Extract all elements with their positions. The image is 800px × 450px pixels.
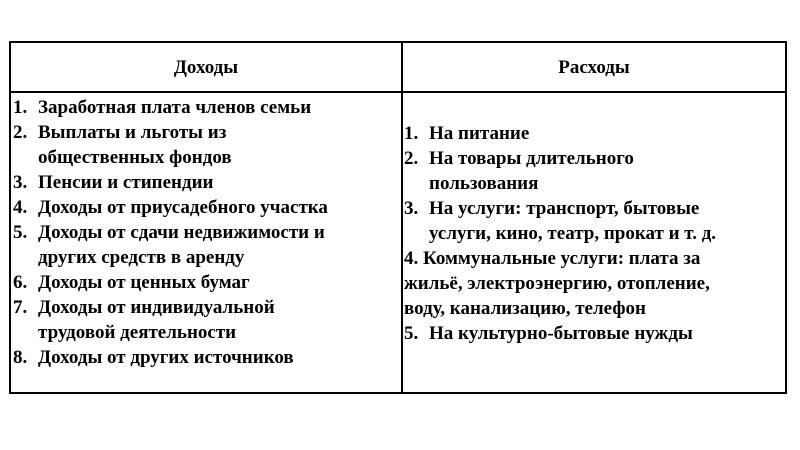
expense-item xyxy=(404,121,784,146)
expense-item-number: 2. xyxy=(404,148,419,169)
income-item xyxy=(13,195,401,220)
expense-item-text: воду, канализацию, телефон xyxy=(404,298,646,319)
income-expense-table xyxy=(9,41,787,394)
income-item xyxy=(13,120,401,170)
expense-item-number: 5. xyxy=(404,323,419,344)
income-item xyxy=(13,295,401,345)
income-item-text: Доходы от индивидуальной xyxy=(38,297,275,318)
income-item-number: 1. xyxy=(13,97,28,118)
income-item-text: общественных фондов xyxy=(38,147,232,168)
income-column-header: Доходы xyxy=(173,57,239,78)
expense-item-text: услуги, кино, театр, прокат и т. д. xyxy=(429,223,717,244)
expense-item-text: жильё, электроэнергию, отопление, xyxy=(404,273,710,294)
income-item-text: Пенсии и стипендии xyxy=(38,172,214,193)
income-item-text: Доходы от ценных бумаг xyxy=(38,272,250,293)
income-item-number: 7. xyxy=(13,297,28,318)
expense-item-text: На культурно-бытовые нужды xyxy=(429,323,693,344)
expense-list xyxy=(404,121,784,346)
expense-item-number: 3. xyxy=(404,198,419,219)
expense-item-text: На услуги: транспорт, бытовые xyxy=(429,198,700,219)
income-item-number: 5. xyxy=(13,222,28,243)
income-item xyxy=(13,95,401,120)
expense-item-text: На питание xyxy=(429,123,530,144)
expense-item xyxy=(404,321,784,346)
income-list xyxy=(13,95,401,370)
income-item-number: 2. xyxy=(13,122,28,143)
expense-item xyxy=(404,146,784,196)
expense-item-text: Коммунальные услуги: плата за xyxy=(423,248,701,269)
income-item-text: трудовой деятельности xyxy=(38,322,237,343)
income-item-text: Заработная плата членов семьи xyxy=(38,97,312,118)
income-item-text: Доходы от других источников xyxy=(38,347,294,368)
income-item-number: 8. xyxy=(13,347,28,368)
income-item-number: 3. xyxy=(13,172,28,193)
column-divider xyxy=(401,43,403,392)
expense-item xyxy=(404,196,784,246)
income-item-text: Выплаты и льготы из xyxy=(38,122,227,143)
income-item-text: Доходы от приусадебного участка xyxy=(38,197,328,218)
expense-item-number: 1. xyxy=(404,123,419,144)
income-item xyxy=(13,220,401,270)
expense-item-number: 4. xyxy=(404,248,419,269)
expense-item-text: пользования xyxy=(429,173,539,194)
income-item xyxy=(13,345,401,370)
expense-item-text: На товары длительного xyxy=(429,148,634,169)
income-item xyxy=(13,170,401,195)
table-header-row xyxy=(11,43,785,93)
expense-item xyxy=(404,246,784,321)
income-item-number: 4. xyxy=(13,197,28,218)
income-item-number: 6. xyxy=(13,272,28,293)
income-item-text: Доходы от сдачи недвижимости и xyxy=(38,222,325,243)
income-item-text: других средств в аренду xyxy=(38,247,245,268)
income-item xyxy=(13,270,401,295)
expense-column-header: Расходы xyxy=(558,57,630,78)
